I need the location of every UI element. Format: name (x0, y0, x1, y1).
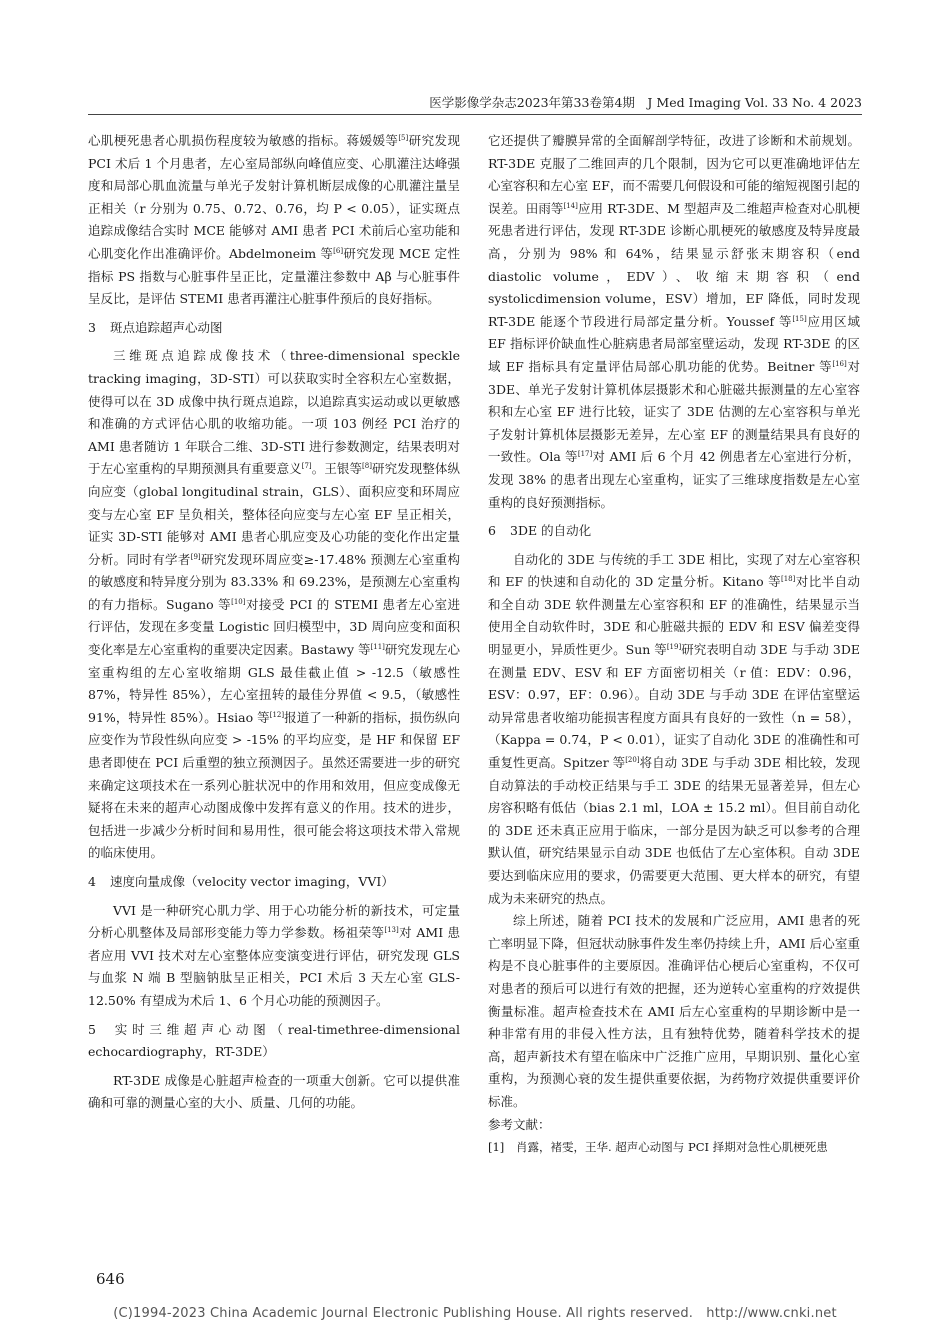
section-heading-3: 3 斑点追踪超声心动图 (88, 319, 223, 335)
page-number: 646 (96, 1270, 125, 1288)
paragraph: 它还提供了瓣膜异常的全面解剖学特征，改进了诊断和术前规划。RT-3DE 克服了二维回声的几个限制，因为它可以更准确地评估左心室容积和左心室 EF，而不需要几何假设和可能的缩短视图引起的误差。田雨等[14]应用 RT-3DE、M 型超声及二维超声检查对心肌梗死患者进行评估，发现 RT-3DE 诊断心肌梗死的敏感度及特异度最高，分别为 98% 和 64%，结果显示舒张末期容积（end diastolic volume，EDV）、收缩末期容积（end systolicdimension volume，ESV）增加，EF 降低，同时发现 RT-3DE 能逐个节段进行局部定量分析。Youssef 等[15]应用区域 EF 指标评价缺血性心脏病患者局部室壁运动，发现 RT-3DE 的区域 EF 指标具有定量评估局部心肌功能的优势。Beitner 等[16]对 3DE、单光子发射计算机体层摄影术和心脏磁共振测量的左心室容积和左心室 EF 进行比较，证实了 3DE 估测的左心室容积与单光子发射计算机体层摄影无差异，左心室 EF 的测量结果具有良好的一致性。Ola 等[17]对 AMI 后 6 个月 42 例患者左心室进行分析，发现 38% 的患者出现左心室重构，证实了三维球度指数是左心室重构的良好预测指标。 (488, 133, 861, 510)
paragraph: VVI 是一种研究心肌力学、用于心功能分析的新技术，可定量分析心肌整体及局部形变能力等力学参数。杨祖荣等[13]对 AMI 患者应用 VVI 技术对左心室整体应变演变进行评估，研究发现 GLS 与血浆 N 端 B 型脑钠肽呈正相关，PCI 术后 3 天左心室 GLS-12.50% 有望成为术后 1、6 个月心功能的预测因子。 (88, 902, 460, 1008)
copyright-footer: (C)1994-2023 China Academic Journal Electronic Publishing House. All rights reserved. http://www.cnki.net (113, 1306, 837, 1321)
reference-item: [1] 肖露，褚雯，王华. 超声心动图与 PCI 择期对急性心肌梗死患 (488, 1140, 828, 1155)
right-column (488, 130, 860, 1159)
paragraph: 自动化的 3DE 与传统的手工 3DE 相比，实现了对左心室容积和 EF 的快速和自动化的 3D 定量分析。Kitano 等[18]对比半自动和全自动 3DE 软件测量左心室容积和 EF 的准确性，结果显示当使用全自动软件时，3DE 和心脏磁共振的 EDV 和 ESV 偏差变得明显更小，异质性更少。Sun 等[19]研究表明自动 3DE 与手动 3DE 在测量 EDV、ESV 和 EF 方面密切相关（r 值：EDV：0.96，ESV：0.97，EF：0.96）。自动 3DE 与手动 3DE 在评估室壁运动异常患者收缩功能损害程度方面具有良好的一致性（n = 58），（Kappa = 0.74，P < 0.01），证实了自动化 3DE 的准确性和可重复性更高。Spitzer 等[20]将自动 3DE 与手动 3DE 相比较，发现自动算法的手动校正结果与手工 3DE 的结果无显著差异，但左心房容积略有低估（bias 2.1 ml，LOA ± 15.2 ml）。但目前自动化的 3DE 还未真正应用于临床，一部分是因为缺乏可以参考的合理默认值，研究结果显示自动 3DE 也低估了左心室体积。自动 3DE 要达到临床应用的要求，仍需要更大范围、更大样本的研究，有望成为未来研究的热点。 (488, 551, 861, 906)
paragraph: 三维斑点追踪成像技术（three-dimensional speckle tracking imaging，3D-STI）可以获取实时全容积左心室数据，使得可以在 3D 成像中执行斑点追踪，以追踪真实运动或以更敏感和准确的方式评估心肌的收缩功能。一项 103 例经 PCI 治疗的 AMI 患者随访 1 年联合二维、3D-STI 进行参数测定，结果表明对于左心室重构的早期预测具有重要意义[7]。王银等[8]研究发现整体纵向应变（global longitudinal strain，GLS）、面积应变和环周应变与左心室 EF 呈负相关，整体径向应变与左心室 EF 呈正相关，证实 3D-STI 能够对 AMI 患者心肌应变及心功能的变化作出定量分析。同时有学者[9]研究发现环周应变≥-17.48% 预测左心室重构的敏感度和特异度分别为 83.33% 和 69.23%，是预测左心室重构的有力指标。Sugano 等[10]对接受 PCI 的 STEMI 患者左心室进行评估，发现在多变量 Logistic 回归模型中，3D 周向应变和面积变化率是左心室重构的重要决定因素。Bastawy 等[11]研究发现左心室重构组的左心室收缩期 GLS 最佳截止值 > -12.5（敏感性 87%，特异性 85%），左心室扭转的最佳分界值 < 9.5，（敏感性 91%，特异性 85%）。Hsiao 等[12]报道了一种新的指标，损伤纵向应变作为节段性纵向应变 > -15% 的平均应变，是 HF 和保留 EF 患者即使在 PCI 后重塑的独立预测因子。虽然还需要进一步的研究来确定这项技术在一系列心脏状况中的作用和效用，但应变成像无疑将在未来的超声心动图成像中发挥有意义的作用。技术的进步，包括进一步减少分析时间和易用性，很可能会将这项技术带入常规的临床使用。 (88, 348, 460, 861)
header-rule (88, 114, 862, 115)
paragraph: RT-3DE 成像是心脏超声检查的一项重大创新。它可以提供准确和可靠的测量心室的大小、质量、几何的功能。 (88, 1072, 460, 1111)
section-heading-4: 4 速度向量成像（velocity vector imaging，VVI） (88, 874, 394, 889)
running-header: 医学影像学杂志2023年第33卷第4期 J Med Imaging Vol. 33 No. 4 2023 (429, 95, 862, 110)
references-title: 参考文献： (488, 1116, 551, 1132)
summary-paragraph: 综上所述，随着 PCI 技术的发展和广泛应用，AMI 患者的死亡率明显下降，但冠状动脉事件发生率仍持续上升，AMI 后心室重构是不良心脏事件的主要原因。准确评估心梗后心室重构，不仅可对患者的预后可以进行有效的把握，还为逆转心室重构的疗效提供衡量标准。超声检查技术在 AMI 后左心室重构的早期诊断中是一种非常有用的非侵入性方法，且有独特优势，随着科学技术的提高，超声新技术有望在临床中广泛推广应用，早期识别、量化心室重构，为预测心衰的发生提供重要依据，为药物疗效提供重要评价标准。 (488, 913, 860, 1109)
section-heading-5: 5 实时三维超声心动图（real-timethree-dimensional echocardiography，RT-3DE） (88, 1021, 460, 1060)
section-heading-6: 6 3DE 的自动化 (488, 523, 592, 539)
paragraph: 心肌梗死患者心肌损伤程度较为敏感的指标。蒋媛媛等[5]研究发现 PCI 术后 1 个月患者，左心室局部纵向峰值应变、心肌灌注达峰强度和局部心肌血流量与单光子发射计算机断层成像的心肌灌注量呈正相关（r 分别为 0.75、0.72、0.76，均 P < 0.05），证实斑点追踪成像结合实时 MCE 能够对 AMI 患者 PCI 术前后心室功能和心肌变化作出准确评价。Abdelmoneim 等[6]研究发现 MCE 定性指标 PS 指数与心脏事件呈正比，定量灌注参数中 Aβ 与心脏事件呈反比，是评估 STEMI 患者再灌注心脏事件预后的良好指标。 (88, 133, 460, 307)
left-column (88, 130, 460, 1115)
